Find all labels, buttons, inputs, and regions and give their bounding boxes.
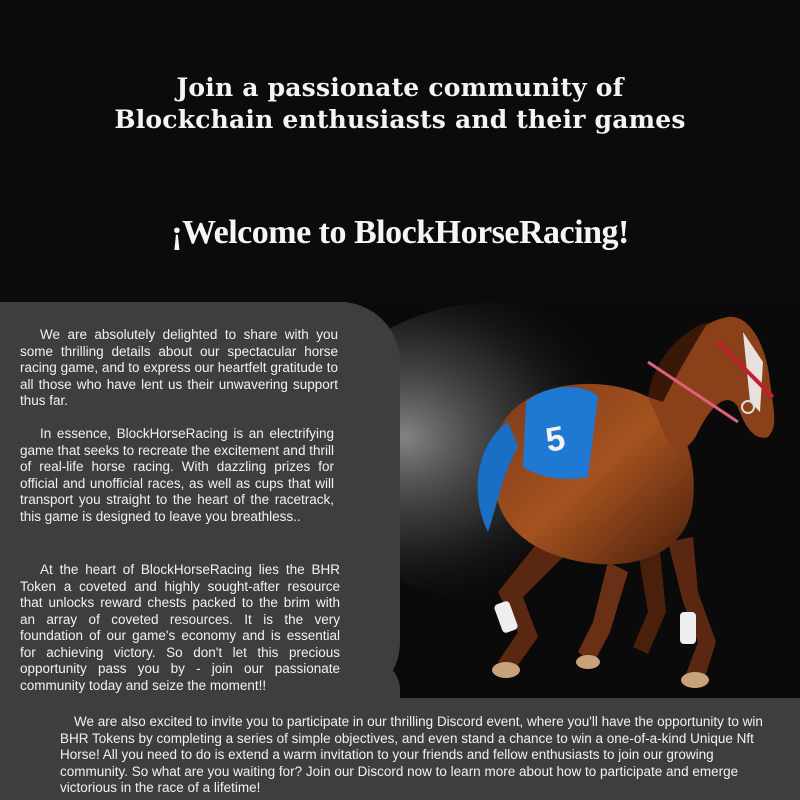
game-description-paragraph	[20, 426, 334, 525]
intro-paragraph	[20, 327, 338, 410]
hero-tagline	[60, 72, 740, 136]
hero-tagline-line1: Join a passionate community of	[176, 73, 624, 102]
paragraph-token: At the heart of BlockHorseRacing lies the BHR Token a coveted and highly sought-after resource that unlocks reward chests packed to the brim with an array of coveted resources. It is the very foundation of our game's economy and is essential for achieving victory. So don't let this precious opportunity pass you by - join our passionate community today and seize the moment!!	[20, 562, 340, 693]
welcome-heading: ¡Welcome to BlockHorseRacing!	[171, 214, 629, 251]
token-paragraph	[20, 562, 340, 694]
svg-text:5: 5	[542, 419, 569, 460]
paragraph-game: In essence, BlockHorseRacing is an electrifying game that seeks to recreate the excitement and thrill of real-life horse racing. With dazzling prizes for official and unofficial races, as well as cups that will transport you straight to the heart of the racetrack, this game is designed to leave you breathless..	[20, 426, 334, 524]
hero-banner	[0, 0, 800, 302]
paragraph-gratitude: We are absolutely delighted to share with you some thrilling details about our spectacular horse racing game, and to express our heartfelt gratitude to all those who have lent us their unwavering support thus far.	[20, 327, 338, 408]
discord-paragraph	[60, 714, 780, 797]
hero-tagline-line2: Blockchain enthusiasts and their games	[114, 105, 686, 134]
paragraph-discord: We are also excited to invite you to participate in our thrilling Discord event, where you'll have the opportunity to win BHR Tokens by completing a series of simple objectives, and even stand a chance to win a one-of-a-kind Unique Nft Horse! All you need to do is extend a warm invitation to your friends and fellow enthusiasts to join our growing community. So what are you waiting for? Join our Discord now to learn more about how to participate and emerge victorious in the race of a lifetime!	[60, 714, 763, 795]
racehorse-illustration	[348, 302, 800, 698]
